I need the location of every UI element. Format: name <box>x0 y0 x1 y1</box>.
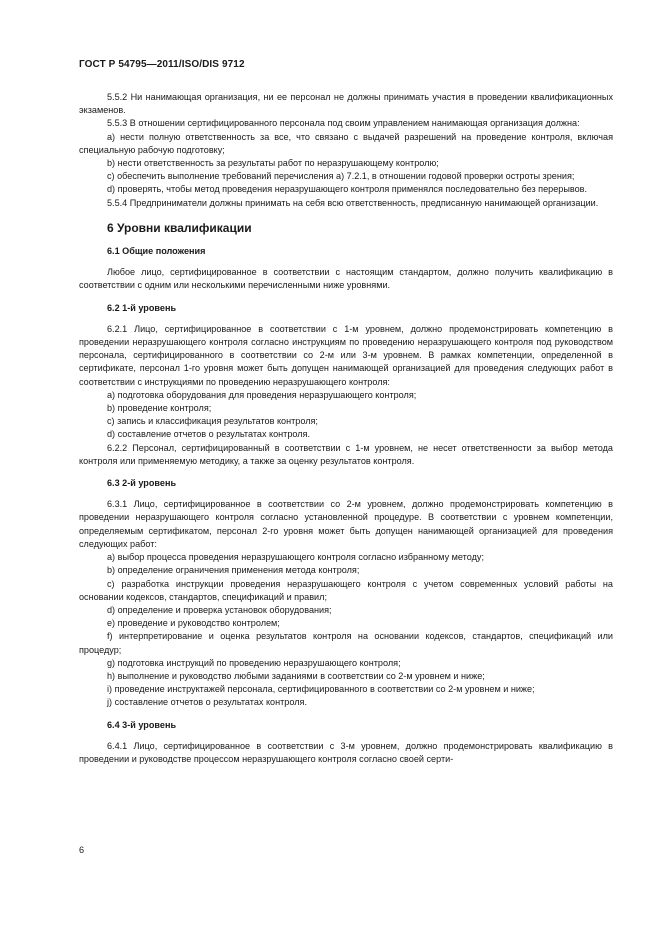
list-item: i) проведение инструктажей персонала, сертифицированного в соответствии со 2-м уровнем и ниже; <box>107 684 535 695</box>
paragraph-6-2-2: 6.2.2 Персонал, сертифицированный в соответствии с 1-м уровнем, не несет ответственности за выбор метода контроля или применяемую методику, а также за оценку результатов контроля. <box>79 442 613 466</box>
list-item: h) выполнение и руководство любыми заданиями в соответствии со 2-м уровнем и ниже; <box>107 670 485 681</box>
list-item: b) нести ответственность за результаты работ по неразрушающему контролю; <box>107 158 439 169</box>
list-item: b) проведение контроля; <box>107 403 212 414</box>
section-6-3-title: 6.3 2-й уровень <box>107 478 177 489</box>
paragraph-6-4-1: 6.4.1 Лицо, сертифицированное в соответствии с 3-м уровнем, должно продемонстрировать квалификацию в проведении и руководстве процессом неразрушающего контроля согласно своей серти- <box>79 740 613 764</box>
list-item: c) запись и классификация результатов контроля; <box>107 416 318 427</box>
paragraph-5-5-4: 5.5.4 Предприниматели должны принимать на себя всю ответственность, предписанную нанимающей организации. <box>107 197 599 208</box>
section-6-title: 6 Уровни квалификации <box>107 220 252 235</box>
list-item: d) составление отчетов о результатах контроля. <box>107 429 311 440</box>
list-item: c) обеспечить выполнение требований перечисления a) 7.2.1, в отношении годовой проверки остроты зрения; <box>107 171 575 182</box>
page-number: 6 <box>79 845 85 855</box>
page-content <box>79 91 613 766</box>
section-6-4-title: 6.4 3-й уровень <box>107 719 177 730</box>
document-header: ГОСТ Р 54795—2011/ISO/DIS 9712 <box>79 59 245 70</box>
list-item: d) проверять, чтобы метод проведения неразрушающего контроля применялся последовательно без перерывов. <box>107 184 588 195</box>
list-item: a) подготовка оборудования для проведения неразрушающего контроля; <box>107 389 417 400</box>
list-item: d) определение и проверка установок оборудования; <box>107 604 332 615</box>
list-item: a) нести полную ответственность за все, что связано с выдачей разрешений на проведение контроля, включая специальную рабочую подготовку; <box>79 131 613 155</box>
paragraph-5-5-3: 5.5.3 В отношении сертифицированного персонала под своим управлением нанимающая организация должна: <box>107 118 580 129</box>
paragraph-6-3-1: 6.3.1 Лицо, сертифицированное в соответствии со 2-м уровнем, должно продемонстрировать компетенцию в проведении неразрушающего контроля согласно установленной процедуре. В соответствии с уровнем компетенции, определяемым сертификатом, персонал 2-го уровня может быть допущен нанимающей организацией для проведения следующих работ: <box>79 499 613 549</box>
list-item: c) разработка инструкции проведения неразрушающего контроля с учетом современных условий работы на основании кодексов, стандартов, спецификаций и правил; <box>79 578 613 602</box>
list-item: j) составление отчетов о результатах контроля. <box>107 697 307 708</box>
paragraph-5-5-2: 5.5.2 Ни нанимающая организация, ни ее персонал не должны принимать участия в проведении квалификационных экзаменов. <box>79 92 613 116</box>
paragraph-6-2-1: 6.2.1 Лицо, сертифицированное в соответствии с 1-м уровнем, должно продемонстрировать компетенцию в проведении неразрушающего контроля согласно инструкциям по проведению неразрушающего контроля под руководством персонала, сертифицированного в соответствии со 2-м или 3-м уровнем. В рамках компетенции, определенной в сертификате, персонал 1-го уровня может быть допущен нанимающей организацией для проведения следующих работ в соответствии с инструкциями по проведению неразрушающего контроля: <box>79 323 613 387</box>
list-item: e) проведение и руководство контролем; <box>107 618 280 629</box>
list-item: g) подготовка инструкций по проведению неразрушающего контроля; <box>107 657 401 668</box>
section-6-2-title: 6.2 1-й уровень <box>107 302 177 313</box>
list-item: b) определение ограничения применения метода контроля; <box>107 565 360 576</box>
list-item: f) интерпретирование и оценка результатов контроля на основании кодексов, стандартов, спецификаций или процедур; <box>79 631 613 655</box>
paragraph-6-1: Любое лицо, сертифицированное в соответствии с настоящим стандартом, должно получить квалификацию в соответствии с одним или несколькими перечисленными ниже уровнями. <box>79 267 613 291</box>
list-item: a) выбор процесса проведения неразрушающего контроля согласно избранному методу; <box>107 552 484 563</box>
section-6-1-title: 6.1 Общие положения <box>107 246 206 257</box>
